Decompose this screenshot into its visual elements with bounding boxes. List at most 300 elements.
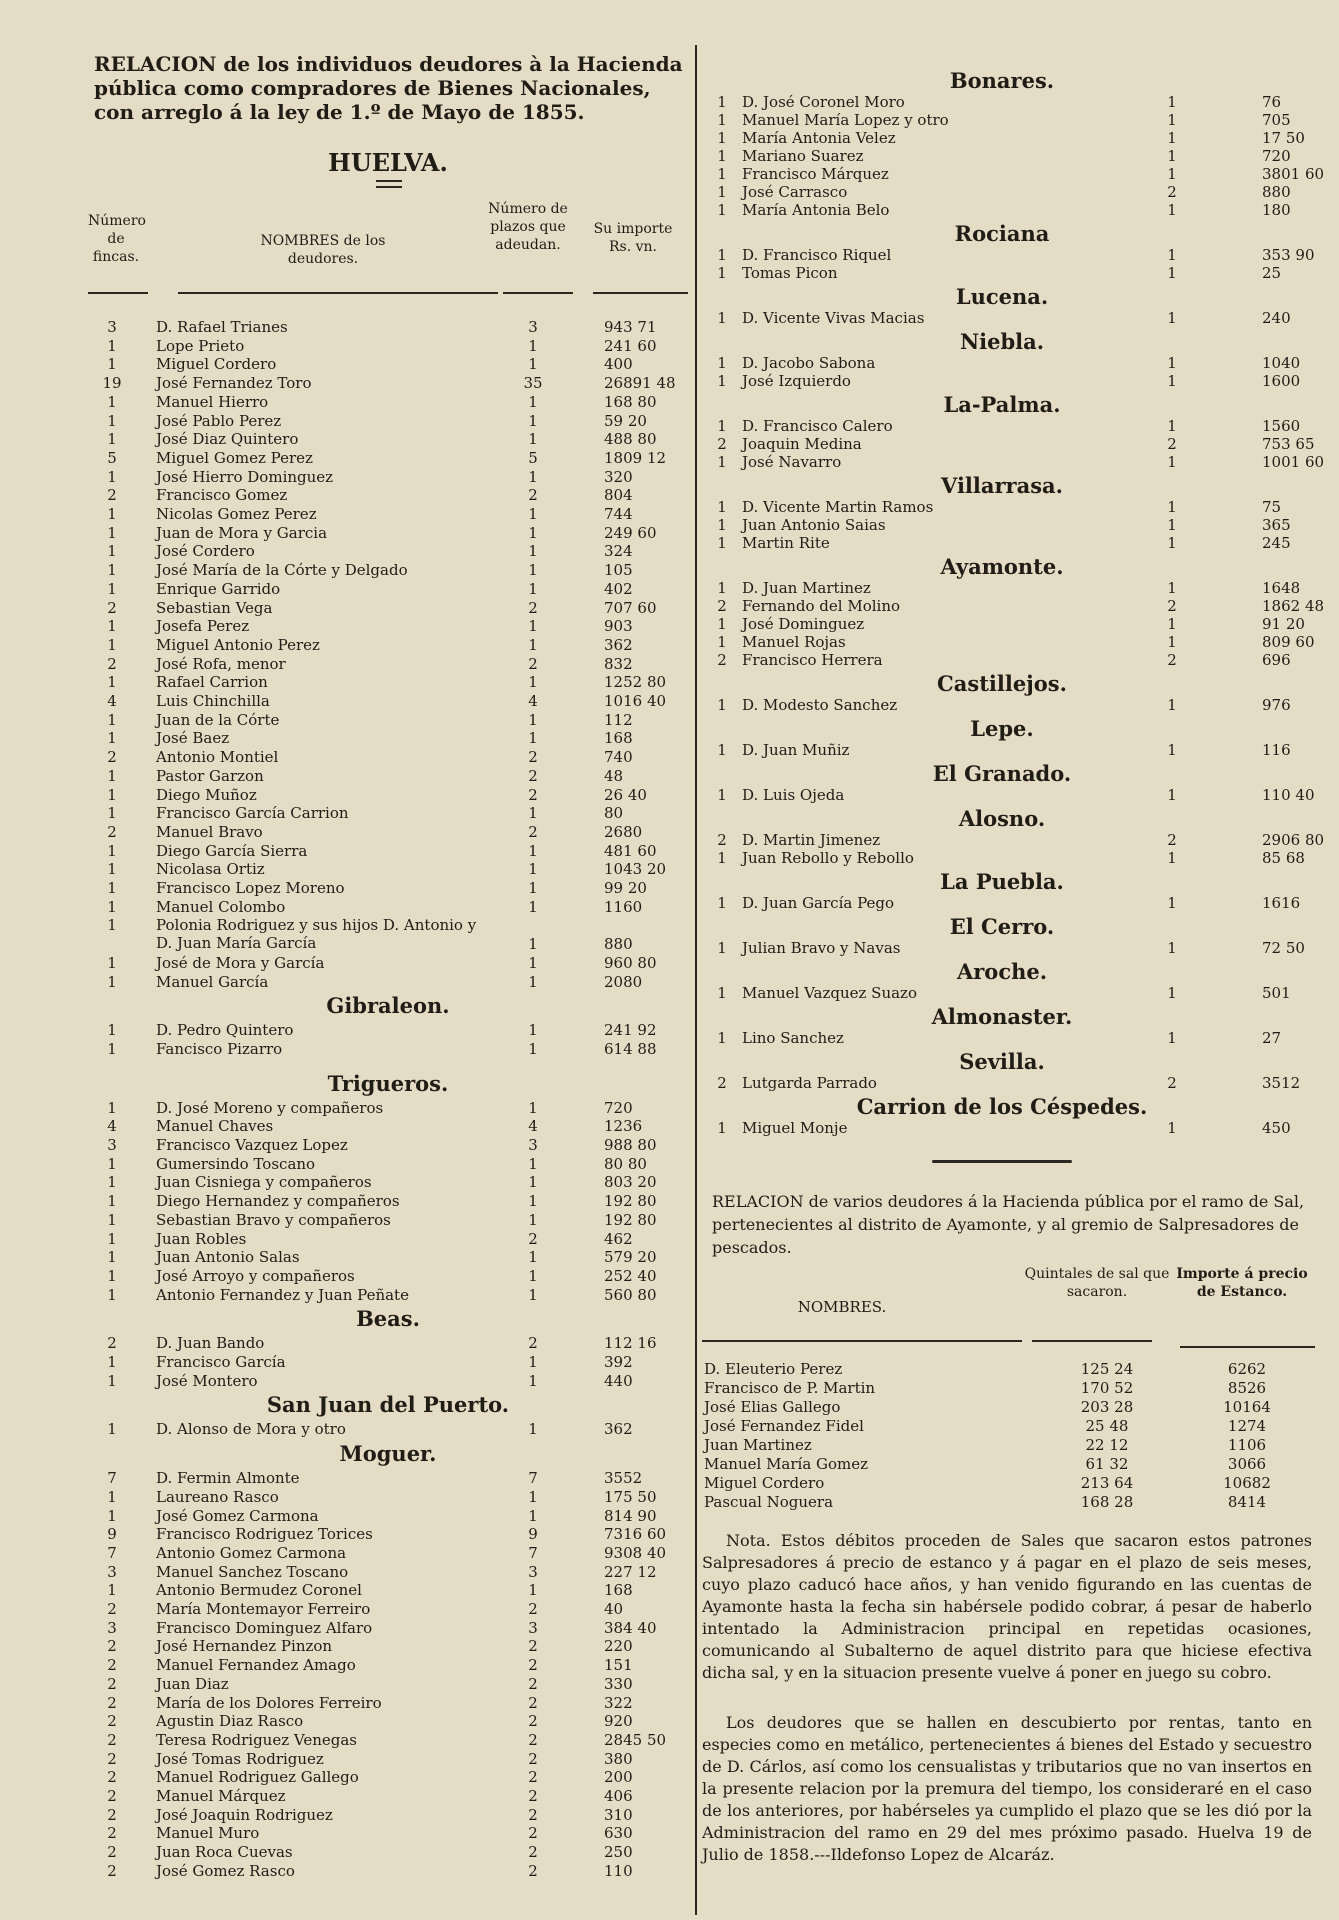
name-cell: Gumersindo Toscano bbox=[156, 1154, 316, 1173]
plazos-cell: 1 bbox=[1167, 696, 1177, 714]
fincas-cell: 1 bbox=[107, 1487, 117, 1506]
table-row bbox=[702, 786, 1315, 804]
table-row bbox=[88, 1862, 688, 1880]
fincas-cell: 2 bbox=[107, 1861, 117, 1880]
table-row bbox=[702, 93, 1312, 111]
right-column bbox=[702, 0, 1325, 1920]
importe-cell: 1616 bbox=[1262, 894, 1301, 912]
table-row bbox=[88, 1525, 688, 1543]
name-cell: Manuel Sanchez Toscano bbox=[156, 1562, 349, 1581]
name-cell: Julian Bravo y Navas bbox=[742, 939, 901, 957]
name-cell: Lope Prieto bbox=[156, 336, 245, 355]
fincas-cell: 1 bbox=[107, 1021, 117, 1040]
name-cell: D. Juan Muñiz bbox=[742, 741, 850, 759]
table-row bbox=[88, 879, 688, 897]
importe-cell: 1236 bbox=[604, 1117, 643, 1136]
table-row bbox=[88, 1469, 688, 1487]
fincas-cell: 1 bbox=[107, 430, 117, 449]
table-row bbox=[88, 1173, 688, 1191]
column-divider bbox=[695, 45, 697, 1915]
importe-cell: 353 90 bbox=[1262, 246, 1315, 264]
importe-cell: 112 16 bbox=[604, 1334, 657, 1353]
section-title: Villarrasa. bbox=[941, 473, 1063, 498]
fincas-cell: 1 bbox=[107, 392, 117, 411]
header-plazos: Número de plazos que adeudan. bbox=[488, 201, 568, 253]
importe-cell: 903 bbox=[604, 617, 633, 636]
name-cell: José Montero bbox=[156, 1371, 258, 1390]
importe-cell: 362 bbox=[604, 635, 633, 654]
plazos-cell: 1 bbox=[528, 1581, 538, 1600]
plazos-cell: 2 bbox=[528, 1843, 538, 1862]
importe-cell: 241 92 bbox=[604, 1021, 657, 1040]
importe-cell: 110 40 bbox=[1262, 786, 1315, 804]
importe-cell: 720 bbox=[1262, 147, 1291, 165]
fincas-cell: 1 bbox=[717, 246, 727, 264]
plazos-cell: 2 bbox=[528, 1334, 538, 1353]
section-title: Lucena. bbox=[955, 284, 1049, 309]
section-title: La Puebla. bbox=[940, 869, 1064, 894]
plazos-cell: 1 bbox=[528, 1371, 538, 1390]
name-cell: D. Jacobo Sabona bbox=[742, 354, 876, 372]
name-cell: Juan de Mora y Garcia bbox=[156, 523, 328, 542]
fincas-cell: 1 bbox=[107, 1353, 117, 1371]
name-cell: Manuel Colombo bbox=[156, 897, 286, 916]
importe-cell: 1862 48 bbox=[1262, 597, 1325, 615]
sal-header-rule bbox=[1180, 1346, 1315, 1348]
importe-cell: 814 90 bbox=[604, 1506, 657, 1525]
table-row bbox=[88, 1637, 688, 1655]
fincas-cell: 1 bbox=[717, 849, 727, 867]
quintales-cell: 22 12 bbox=[1085, 1436, 1129, 1454]
name-cell: Martin Rite bbox=[742, 534, 830, 552]
plazos-cell: 1 bbox=[528, 1353, 538, 1371]
table-row bbox=[702, 1417, 1312, 1435]
name-cell: Manuel Bravo bbox=[156, 822, 263, 841]
table-row bbox=[88, 337, 688, 355]
closing-paragraph: Los deudores que se hallen en descubierto por rentas, tanto en especies como en metálico, pertenecientes á bienes del Estado y secuestro de D. Cárlos, así como los censualistas y tributarios que no van insertos en la presente relacion por la premura del tiempo, los consideraré en el caso de los anteriores, por habérseles ya cumplido el plazo que se les dió por la Administracion del ramo en 29 del mes próximo pasado. Huelva 19 de Julio de 1858.---Ildefonso Lopez de Alcaráz. bbox=[702, 1713, 1312, 1864]
table-row bbox=[88, 412, 688, 430]
name-cell: Juan de la Córte bbox=[156, 710, 280, 729]
table-row bbox=[88, 804, 688, 822]
importe-cell: 220 bbox=[604, 1637, 633, 1656]
fincas-cell: 2 bbox=[107, 1805, 117, 1824]
importe-cell: 462 bbox=[604, 1229, 633, 1248]
importe-cell: 245 bbox=[1262, 534, 1291, 552]
plazos-cell: 2 bbox=[1167, 597, 1177, 615]
importe-cell: 180 bbox=[1262, 201, 1291, 219]
plazos-cell: 2 bbox=[528, 766, 538, 785]
table-row bbox=[88, 1768, 688, 1786]
fincas-cell: 19 bbox=[102, 374, 122, 393]
name-cell: Miguel Cordero bbox=[704, 1474, 825, 1492]
table-row bbox=[88, 1372, 688, 1390]
quintales-cell: 25 48 bbox=[1085, 1417, 1129, 1435]
fincas-cell: 1 bbox=[107, 673, 117, 692]
name-cell: Manuel Vazquez Suazo bbox=[742, 984, 917, 1002]
fincas-cell: 1 bbox=[717, 264, 727, 282]
plazos-cell: 1 bbox=[1167, 984, 1177, 1002]
name-cell: Miguel Gomez Perez bbox=[156, 448, 313, 467]
importe-cell: 803 20 bbox=[604, 1173, 657, 1192]
plazos-cell: 1 bbox=[528, 617, 538, 636]
fincas-cell: 1 bbox=[107, 1581, 117, 1600]
plazos-cell: 1 bbox=[528, 430, 538, 449]
plazos-cell: 7 bbox=[528, 1543, 538, 1562]
importe-cell: 6262 bbox=[1227, 1360, 1267, 1378]
plazos-cell: 1 bbox=[1167, 516, 1177, 534]
header-fincas: Número de fincas. bbox=[88, 213, 146, 265]
plazos-cell: 2 bbox=[528, 1712, 538, 1731]
plazos-cell: 1 bbox=[528, 1098, 538, 1117]
fincas-cell: 1 bbox=[717, 183, 727, 201]
fincas-cell: 1 bbox=[107, 579, 117, 598]
fincas-cell: 1 bbox=[717, 741, 727, 759]
table-row bbox=[88, 842, 688, 860]
table-row bbox=[702, 984, 1312, 1002]
importe-cell: 26891 48 bbox=[604, 374, 676, 393]
plazos-cell: 3 bbox=[528, 318, 538, 336]
plazos-cell: 2 bbox=[528, 1749, 538, 1768]
fincas-cell: 1 bbox=[717, 633, 727, 651]
table-row bbox=[702, 147, 1312, 165]
importe-cell: 920 bbox=[604, 1712, 633, 1731]
plazos-cell: 1 bbox=[528, 1420, 538, 1439]
plazos-cell: 2 bbox=[528, 654, 538, 673]
table-row bbox=[88, 1824, 688, 1842]
table-row bbox=[702, 633, 1315, 651]
fincas-cell: 1 bbox=[717, 453, 727, 471]
name-cell: José Gomez Rasco bbox=[156, 1861, 295, 1880]
plazos-cell: 1 bbox=[528, 972, 538, 991]
importe-cell: 880 bbox=[1262, 183, 1291, 201]
header-rule bbox=[593, 292, 688, 294]
name-cell: D. José Coronel Moro bbox=[742, 93, 905, 111]
table-row bbox=[88, 954, 688, 972]
section-title: Alosno. bbox=[958, 806, 1046, 831]
plazos-cell: 1 bbox=[528, 505, 538, 523]
table-row bbox=[88, 524, 688, 542]
fincas-cell: 5 bbox=[107, 448, 117, 467]
fincas-cell: 1 bbox=[107, 1285, 117, 1304]
plazos-cell: 9 bbox=[528, 1525, 538, 1544]
name-cell: Francisco Lopez Moreno bbox=[156, 879, 345, 897]
name-cell: José Rofa, menor bbox=[156, 654, 286, 673]
name-cell: Antonio Bermudez Coronel bbox=[156, 1581, 362, 1600]
name-cell: Lutgarda Parrado bbox=[742, 1074, 877, 1092]
plazos-cell: 1 bbox=[528, 467, 538, 486]
table-row bbox=[88, 1286, 688, 1304]
table-row bbox=[88, 580, 688, 598]
importe-cell: 40 bbox=[604, 1600, 624, 1618]
importe-cell: 1043 20 bbox=[604, 860, 667, 879]
name-cell: Juan Diaz bbox=[156, 1674, 229, 1693]
importe-cell: 80 bbox=[604, 804, 624, 823]
document-title: RELACION de los individuos deudores à la Hacienda pública como compradores de Bienes Nacionales, con arreglo á la ley de 1.º de Mayo de 1855. bbox=[94, 52, 683, 124]
header-rule bbox=[178, 292, 498, 294]
name-cell: Francisco García Carrion bbox=[156, 804, 349, 823]
section-title: Almonaster. bbox=[931, 1004, 1073, 1029]
plazos-cell: 1 bbox=[528, 935, 538, 954]
fincas-cell: 2 bbox=[107, 822, 117, 841]
name-cell: José María de la Córte y Delgado bbox=[156, 561, 408, 580]
table-row bbox=[88, 655, 688, 673]
fincas-cell: 2 bbox=[717, 597, 727, 615]
name-cell: José Joaquin Rodriguez bbox=[156, 1805, 333, 1824]
name-cell: Mariano Suarez bbox=[742, 147, 864, 165]
table-row bbox=[88, 673, 688, 691]
fincas-cell: 1 bbox=[717, 498, 727, 516]
name-cell: Enrique Garrido bbox=[156, 579, 281, 598]
fincas-cell: 7 bbox=[107, 1469, 117, 1488]
name-cell: D. Vicente Vivas Macias bbox=[742, 309, 925, 327]
table-row bbox=[702, 201, 1312, 219]
table-row bbox=[702, 111, 1312, 129]
fincas-cell: 1 bbox=[717, 147, 727, 165]
fincas-cell: 2 bbox=[107, 486, 117, 505]
table-row bbox=[702, 741, 1312, 759]
section-title: Rociana bbox=[954, 221, 1050, 246]
table-row bbox=[88, 1040, 688, 1058]
table-row bbox=[702, 1379, 1312, 1397]
fincas-cell: 3 bbox=[107, 1562, 117, 1581]
table-row bbox=[702, 372, 1312, 390]
importe-cell: 26 40 bbox=[604, 785, 647, 804]
importe-cell: 440 bbox=[604, 1371, 633, 1390]
sal-header-importe: Importe á precio de Estanco. bbox=[1176, 1266, 1308, 1300]
table-row bbox=[88, 767, 688, 785]
fincas-cell: 1 bbox=[717, 165, 727, 183]
header-nombres: NOMBRES de los deudores. bbox=[260, 233, 386, 267]
table-row bbox=[88, 1117, 688, 1135]
table-row bbox=[88, 1619, 688, 1637]
name-cell: Antonio Montiel bbox=[156, 748, 279, 767]
plazos-cell: 1 bbox=[528, 673, 538, 692]
fincas-cell: 2 bbox=[107, 1674, 117, 1693]
fincas-cell: 1 bbox=[107, 1192, 117, 1211]
importe-cell: 192 80 bbox=[604, 1210, 657, 1229]
fincas-cell: 1 bbox=[107, 1248, 117, 1267]
plazos-cell: 1 bbox=[528, 1506, 538, 1525]
plazos-cell: 1 bbox=[528, 710, 538, 729]
plazos-cell: 5 bbox=[528, 448, 538, 467]
importe-cell: 720 bbox=[604, 1098, 633, 1117]
importe-cell: 168 bbox=[604, 1581, 633, 1600]
fincas-cell: 1 bbox=[107, 1229, 117, 1248]
fincas-cell: 2 bbox=[107, 1637, 117, 1656]
importe-cell: 630 bbox=[604, 1824, 633, 1843]
name-cell: Francisco Herrera bbox=[742, 651, 883, 669]
fincas-cell: 1 bbox=[717, 615, 727, 633]
plazos-cell: 2 bbox=[528, 1656, 538, 1675]
importe-cell: 380 bbox=[604, 1749, 633, 1768]
table-row bbox=[88, 860, 688, 878]
importe-cell: 99 20 bbox=[604, 879, 647, 897]
fincas-cell: 1 bbox=[107, 1173, 117, 1192]
plazos-cell: 2 bbox=[528, 1787, 538, 1805]
fincas-cell: 1 bbox=[107, 635, 117, 654]
fincas-cell: 1 bbox=[717, 201, 727, 219]
name-cell: Antonio Fernandez y Juan Peñate bbox=[156, 1285, 409, 1304]
plazos-cell: 1 bbox=[528, 1192, 538, 1211]
plazos-cell: 1 bbox=[1167, 615, 1177, 633]
fincas-cell: 1 bbox=[107, 953, 117, 972]
name-cell: José Fernandez Fidel bbox=[704, 1417, 864, 1435]
fincas-cell: 4 bbox=[107, 692, 117, 710]
importe-cell: 705 bbox=[1262, 111, 1291, 129]
importe-cell: 17 50 bbox=[1262, 129, 1305, 147]
fincas-cell: 1 bbox=[717, 354, 727, 372]
name-cell: D. Alonso de Mora y otro bbox=[156, 1420, 346, 1439]
fincas-cell: 2 bbox=[107, 1749, 117, 1768]
table-row bbox=[88, 1600, 688, 1618]
name-cell: José Navarro bbox=[742, 453, 842, 471]
plazos-cell: 2 bbox=[528, 748, 538, 767]
importe-cell: 976 bbox=[1262, 696, 1291, 714]
importe-cell: 1600 bbox=[1262, 372, 1301, 390]
table-row bbox=[88, 468, 688, 486]
table-row bbox=[702, 597, 1325, 615]
name-cell: Polonia Rodriguez y sus hijos D. Antonio y D. Juan María García bbox=[156, 916, 477, 953]
importe-cell: 2080 bbox=[604, 972, 643, 991]
importe-cell: 151 bbox=[604, 1656, 633, 1675]
importe-cell: 175 50 bbox=[604, 1487, 657, 1506]
section-title: Sevilla. bbox=[959, 1049, 1045, 1074]
name-cell: Juan Roca Cuevas bbox=[156, 1843, 293, 1862]
fincas-cell: 2 bbox=[717, 1074, 727, 1092]
name-cell: D. Luis Ojeda bbox=[742, 786, 845, 804]
quintales-cell: 170 52 bbox=[1080, 1379, 1134, 1397]
plazos-cell: 2 bbox=[528, 1229, 538, 1248]
name-cell: Fernando del Molino bbox=[742, 597, 901, 615]
fincas-cell: 1 bbox=[107, 355, 117, 374]
importe-cell: 740 bbox=[604, 748, 633, 767]
fincas-cell: 1 bbox=[717, 372, 727, 390]
name-cell: Manuel Chaves bbox=[156, 1117, 274, 1136]
section-title: Niebla. bbox=[959, 329, 1045, 354]
plazos-cell: 1 bbox=[1167, 417, 1177, 435]
importe-cell: 696 bbox=[1262, 651, 1291, 669]
fincas-cell: 1 bbox=[107, 897, 117, 916]
name-cell: D. Rafael Trianes bbox=[156, 318, 288, 336]
fincas-cell: 1 bbox=[107, 1154, 117, 1173]
name-cell: Juan Robles bbox=[156, 1229, 247, 1248]
table-row bbox=[702, 1474, 1312, 1492]
section-title: Gibraleon. bbox=[326, 993, 450, 1019]
table-row bbox=[702, 849, 1312, 867]
plazos-cell: 1 bbox=[528, 1210, 538, 1229]
table-row bbox=[88, 1581, 688, 1599]
name-cell: Juan Rebollo y Rebollo bbox=[742, 849, 914, 867]
fincas-cell: 1 bbox=[107, 860, 117, 879]
plazos-cell: 1 bbox=[1167, 498, 1177, 516]
table-row bbox=[88, 1021, 688, 1039]
fincas-cell: 2 bbox=[107, 1843, 117, 1862]
name-cell: D. Fermin Almonte bbox=[156, 1469, 300, 1488]
importe-cell: 27 bbox=[1262, 1029, 1282, 1047]
plazos-cell: 1 bbox=[528, 1266, 538, 1285]
table-row bbox=[702, 246, 1315, 264]
quintales-cell: 61 32 bbox=[1085, 1455, 1129, 1473]
name-cell: Francisco Gomez bbox=[156, 486, 288, 505]
fincas-cell: 1 bbox=[107, 542, 117, 561]
table-row bbox=[702, 264, 1312, 282]
name-cell: Manuel Muro bbox=[156, 1824, 260, 1843]
plazos-cell: 2 bbox=[528, 1824, 538, 1843]
plazos-cell: 2 bbox=[528, 822, 538, 841]
name-cell: José Elias Gallego bbox=[704, 1398, 841, 1416]
importe-cell: 501 bbox=[1262, 984, 1291, 1002]
fincas-cell: 2 bbox=[717, 435, 727, 453]
importe-cell: 7316 60 bbox=[604, 1525, 667, 1544]
ornament-rule bbox=[932, 1160, 1072, 1163]
table-row bbox=[702, 309, 1312, 327]
name-cell: Francisco Vazquez Lopez bbox=[156, 1136, 348, 1154]
plazos-cell: 1 bbox=[1167, 849, 1177, 867]
plazos-cell: 1 bbox=[528, 523, 538, 542]
quintales-cell: 168 28 bbox=[1080, 1493, 1134, 1511]
name-cell: D. José Moreno y compañeros bbox=[156, 1098, 384, 1117]
name-cell: Pastor Garzon bbox=[156, 766, 264, 785]
table-row bbox=[88, 1353, 688, 1371]
importe-cell: 240 bbox=[1262, 309, 1291, 327]
plazos-cell: 1 bbox=[1167, 372, 1177, 390]
name-cell: Diego Hernandez y compañeros bbox=[156, 1192, 400, 1211]
table-row bbox=[702, 1119, 1312, 1137]
importe-cell: 10164 bbox=[1223, 1398, 1271, 1416]
importe-cell: 91 20 bbox=[1262, 615, 1305, 633]
plazos-cell: 3 bbox=[528, 1136, 538, 1154]
plazos-cell: 1 bbox=[1167, 354, 1177, 372]
fincas-cell: 1 bbox=[107, 1371, 117, 1390]
name-cell: Diego Muñoz bbox=[156, 785, 257, 804]
fincas-cell: 7 bbox=[107, 1543, 117, 1562]
quintales-cell: 213 64 bbox=[1080, 1474, 1134, 1492]
name-cell: Josefa Perez bbox=[156, 617, 250, 636]
plazos-cell: 1 bbox=[528, 1248, 538, 1267]
table-row bbox=[702, 453, 1325, 471]
fincas-cell: 2 bbox=[107, 1787, 117, 1805]
table-row bbox=[88, 1248, 688, 1266]
name-cell: Joaquin Medina bbox=[742, 435, 862, 453]
importe-cell: 3066 bbox=[1227, 1455, 1267, 1473]
plazos-cell: 1 bbox=[1167, 894, 1177, 912]
name-cell: Juan Martinez bbox=[704, 1436, 812, 1454]
table-row bbox=[702, 435, 1315, 453]
importe-cell: 192 80 bbox=[604, 1192, 657, 1211]
name-cell: José Diaz Quintero bbox=[156, 430, 299, 449]
section-title: La-Palma. bbox=[943, 392, 1061, 417]
importe-cell: 804 bbox=[604, 486, 633, 505]
name-cell: José Tomas Rodriguez bbox=[156, 1749, 324, 1768]
plazos-cell: 2 bbox=[528, 598, 538, 617]
importe-cell: 112 bbox=[604, 710, 633, 729]
section-title: Bonares. bbox=[949, 68, 1055, 93]
table-row bbox=[702, 516, 1312, 534]
plazos-cell: 1 bbox=[528, 804, 538, 823]
importe-cell: 3801 60 bbox=[1262, 165, 1325, 183]
name-cell: Manuel Márquez bbox=[156, 1787, 286, 1805]
sal-header-rule bbox=[1032, 1340, 1152, 1342]
plazos-cell: 1 bbox=[528, 392, 538, 411]
table-row bbox=[88, 692, 688, 710]
fincas-cell: 1 bbox=[717, 579, 727, 597]
table-row bbox=[702, 939, 1312, 957]
name-cell: Luis Chinchilla bbox=[156, 692, 270, 710]
name-cell: Francisco Dominguez Alfaro bbox=[156, 1618, 373, 1637]
name-cell: Diego García Sierra bbox=[156, 841, 308, 860]
fincas-cell: 1 bbox=[107, 523, 117, 542]
plazos-cell: 2 bbox=[528, 1805, 538, 1824]
